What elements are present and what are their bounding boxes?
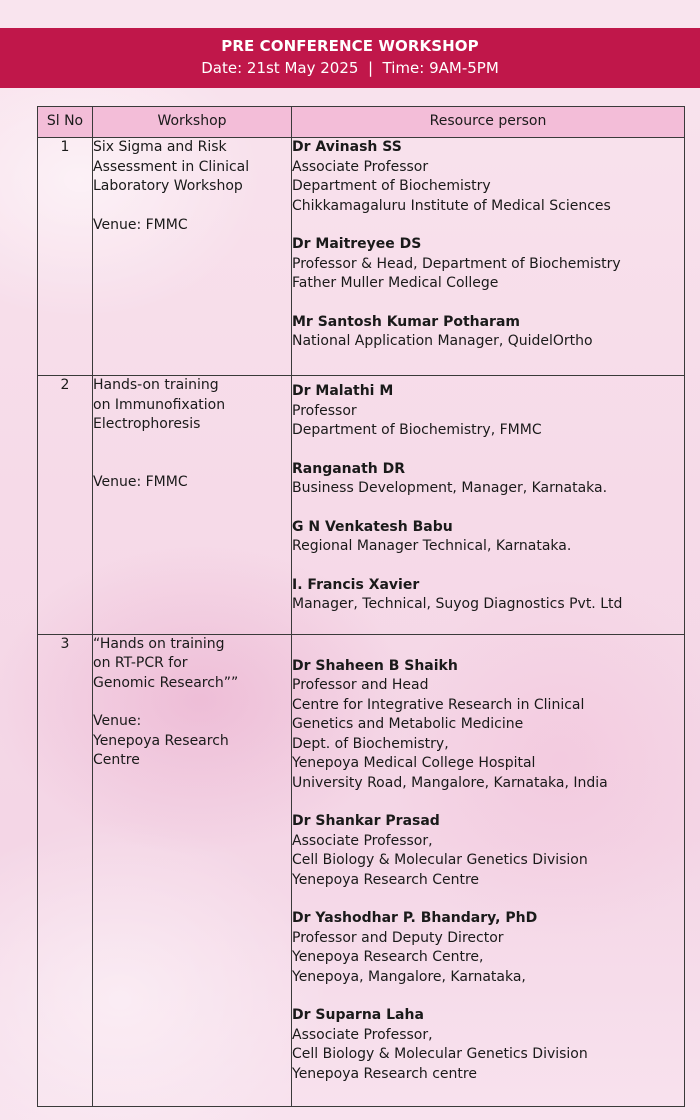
resource-person <box>292 657 684 794</box>
resource-person <box>292 518 684 557</box>
person-name: Dr Malathi M <box>292 383 394 399</box>
person-detail-line: Yenepoya Research centre <box>292 1065 477 1082</box>
resource-person <box>292 313 684 352</box>
workshop-title-line: “Hands on training <box>93 635 225 652</box>
workshop-title-line: Six Sigma and Risk <box>93 139 227 155</box>
header-banner <box>0 28 700 88</box>
workshop-title-line: Hands-on training <box>93 377 219 393</box>
workshop-title-line: on Immunofixation <box>93 396 226 413</box>
person-detail-line: Father Muller Medical College <box>292 275 499 291</box>
resource-person <box>292 812 684 890</box>
workshop-cell <box>93 376 292 635</box>
resource-person <box>292 382 684 441</box>
person-detail-line: Yenepoya Research Centre <box>292 871 480 888</box>
person-detail-line: Department of Biochemistry, FMMC <box>292 422 542 438</box>
person-detail-line: Dept. of Biochemistry, <box>292 735 449 752</box>
resource-person <box>292 576 684 615</box>
person-detail-line: Professor <box>292 402 357 419</box>
venue-line: Venue: FMMC <box>93 473 188 490</box>
workshop-cell <box>93 138 292 376</box>
header-workshop: Workshop <box>93 107 292 138</box>
person-detail-line: National Application Manager, QuidelOrtho <box>292 333 593 349</box>
venue-line: Venue: <box>93 713 142 729</box>
person-name: Dr Maitreyee DS <box>292 236 422 252</box>
table-row <box>38 138 685 376</box>
person-detail-line: Regional Manager Technical, Karnataka. <box>292 538 572 554</box>
person-detail-line: University Road, Mangalore, Karnataka, India <box>292 774 608 791</box>
resource-person <box>292 460 684 499</box>
header-resource-person: Resource person <box>292 107 685 138</box>
person-name: Mr Santosh Kumar Potharam <box>292 313 520 330</box>
person-name: G N Venkatesh Babu <box>292 518 453 535</box>
table-row <box>38 634 685 1106</box>
person-name: Dr Avinash SS <box>292 139 402 155</box>
workshop-title-line: Laboratory Workshop <box>93 178 243 194</box>
resource-person <box>292 909 684 987</box>
person-name: Dr Suparna Laha <box>292 1007 424 1023</box>
resource-person-cell <box>292 376 685 635</box>
person-detail-line: Professor & Head, Department of Biochemistry <box>292 255 621 272</box>
resource-person-cell <box>292 138 685 376</box>
person-detail-line: Centre for Integrative Research in Clinical <box>292 696 585 713</box>
venue-line: Centre <box>93 752 140 768</box>
person-detail-line: Genetics and Metabolic Medicine <box>292 716 524 732</box>
person-name: Ranganath DR <box>292 460 406 477</box>
person-name: I. Francis Xavier <box>292 576 420 593</box>
person-name: Dr Shaheen B Shaikh <box>292 657 458 674</box>
resource-person <box>292 1006 684 1084</box>
person-detail-line: Cell Biology & Molecular Genetics Division <box>292 852 588 868</box>
sl-no-cell: 3 <box>38 634 93 1106</box>
workshop-title-line: Genomic Research”” <box>93 674 239 691</box>
resource-person <box>292 138 684 216</box>
workshop-title-line: Assessment in Clinical <box>93 158 250 175</box>
person-detail-line: Yenepoya Medical College Hospital <box>292 755 536 771</box>
table-header-row <box>38 107 685 138</box>
person-detail-line: Department of Biochemistry <box>292 178 491 194</box>
workshop-table <box>37 106 685 1107</box>
workshop-title-line: Electrophoresis <box>93 416 201 432</box>
person-name: Dr Shankar Prasad <box>292 813 440 829</box>
sl-no-cell: 2 <box>38 376 93 635</box>
person-detail-line: Manager, Technical, Suyog Diagnostics Pvt. Ltd <box>292 596 623 612</box>
person-detail-line: Yenepoya, Mangalore, Karnataka, <box>292 968 526 985</box>
person-detail-line: Yenepoya Research Centre, <box>292 949 484 965</box>
person-detail-line: Professor and Deputy Director <box>292 929 504 946</box>
person-detail-line: Professor and Head <box>292 677 429 693</box>
resource-person-cell <box>292 634 685 1106</box>
venue <box>93 216 291 236</box>
workshop-cell <box>93 634 292 1106</box>
header-sl-no: Sl No <box>38 107 93 138</box>
venue <box>93 712 291 771</box>
person-name: Dr Yashodhar P. Bhandary, PhD <box>292 910 538 926</box>
table-row <box>38 376 685 635</box>
person-detail-line: Associate Professor <box>292 158 429 175</box>
person-detail-line: Cell Biology & Molecular Genetics Division <box>292 1046 588 1062</box>
workshop-title-line: on RT-PCR for <box>93 655 188 671</box>
date-time-line: Date: 21st May 2025 | Time: 9AM-5PM <box>201 59 499 77</box>
person-detail-line: Associate Professor, <box>292 1026 433 1043</box>
person-detail-line: Business Development, Manager, Karnataka. <box>292 480 608 496</box>
resource-person <box>292 235 684 294</box>
venue-line: Yenepoya Research <box>93 732 229 749</box>
venue-line: Venue: FMMC <box>93 216 188 233</box>
venue <box>93 473 291 493</box>
sl-no-cell: 1 <box>38 138 93 376</box>
person-detail-line: Chikkamagaluru Institute of Medical Sciences <box>292 197 611 214</box>
person-detail-line: Associate Professor, <box>292 832 433 849</box>
page-title: PRE CONFERENCE WORKSHOP <box>221 37 479 55</box>
